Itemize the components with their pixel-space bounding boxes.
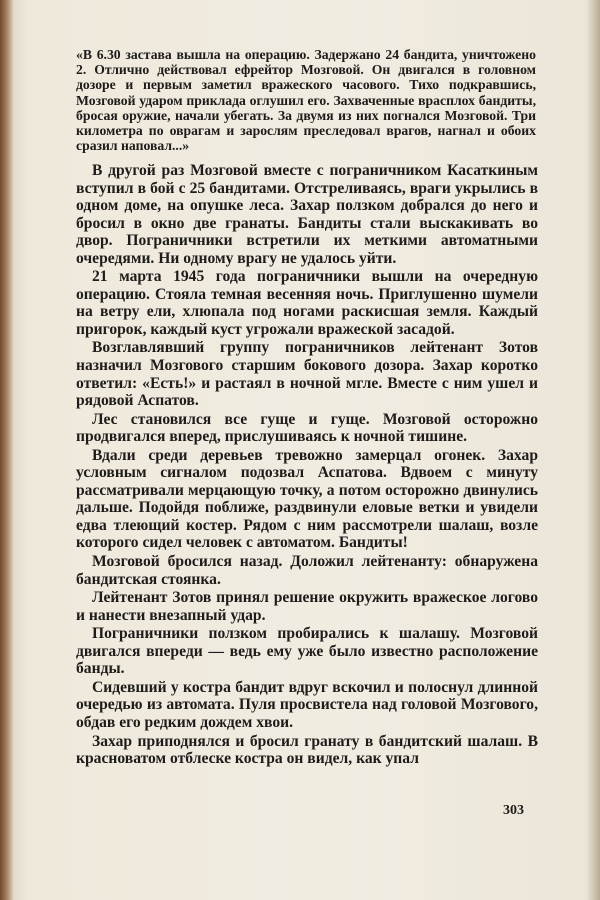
paragraph: Захар приподнялся и бросил гранату в бандитский шалаш. В красноватом отблеске костра он видел, как упал — [76, 732, 538, 768]
paragraph: Лейтенант Зотов принял решение окружить вражеское логово и нанести внезапный удар. — [76, 589, 538, 624]
page-outer-edge — [586, 0, 600, 900]
page-binding-edge — [0, 0, 14, 900]
quote-text: «В 6.30 застава вышла на операцию. Задержано 24 бандита, уничтожено 2. Отлично действовал ефрейтор Мозговой. Он двигался в головном дозоре и первым заметил вражеского часового. Тихо подкравшись, Мозговой ударом приклада оглушил его. Захваченные врасплох бандиты, бросая оружие, начали убегать. За двумя из них погнался Мозговой. Три километра по оврагам и зарослям преследовал врагов, нагнал и обоих сразил наповал...» — [76, 47, 536, 154]
paragraph: Лес становился все гуще и гуще. Мозговой осторожно продвигался вперед, прислушиваясь к ночной тишине. — [76, 410, 538, 446]
paragraph: Мозговой бросился назад. Доложил лейтенанту: обнаружена бандитская стоянка. — [76, 553, 538, 588]
paragraph: Возглавлявший группу пограничников лейтенант Зотов назначил Мозгового старшим бокового дозора. Захар коротко ответил: «Есть!» и растаял в ночной мгле. Вместе с ним ушел и рядовой Аспатов. — [76, 339, 538, 410]
page-number: 303 — [503, 803, 524, 818]
report-quote — [76, 47, 536, 153]
paragraph: Пограничники ползком пробирались к шалашу. Мозговой двигался впереди — ведь ему уже было известно расположение банды. — [76, 625, 538, 678]
main-text — [76, 162, 538, 769]
paragraph: Вдали среди деревьев тревожно замерцал огонек. Захар условным сигналом подозвал Аспатова. Вдвоем с минуту рассматривали мерцающую точку, а потом осторожно двинулись дальше. Подойдя поближе, раздвинули еловые ветки и увидели едва тлеющий костер. Рядом с ним рассмотрели шалаш, возле которого сидел человек с автоматом. Бандиты! — [76, 446, 538, 552]
paragraph: В другой раз Мозговой вместе с пограничником Касаткиным вступил в бой с 25 бандитами. Отстреливаясь, враги укрылись в одном доме, на опушке леса. Захар ползком добрался до него и бросил в окно две гранаты. Бандиты стали выскакивать во двор. Пограничники встретили их меткими автоматными очередями. Ни одному врагу не удалось уйти. — [76, 162, 538, 267]
paragraph: Сидевший у костра бандит вдруг вскочил и полоснул длинной очередью из автомата. Пуля просвистела над головой Мозгового, обдав его редким дождем хвои. — [76, 678, 538, 731]
paragraph: 21 марта 1945 года пограничники вышли на очередную операцию. Стояла темная весенняя ночь. Приглушенно шумели на ветру ели, хлюпала под ногами раскисшая земля. Каждый пригорок, каждый куст угрожали вражеской засадой. — [76, 268, 538, 338]
